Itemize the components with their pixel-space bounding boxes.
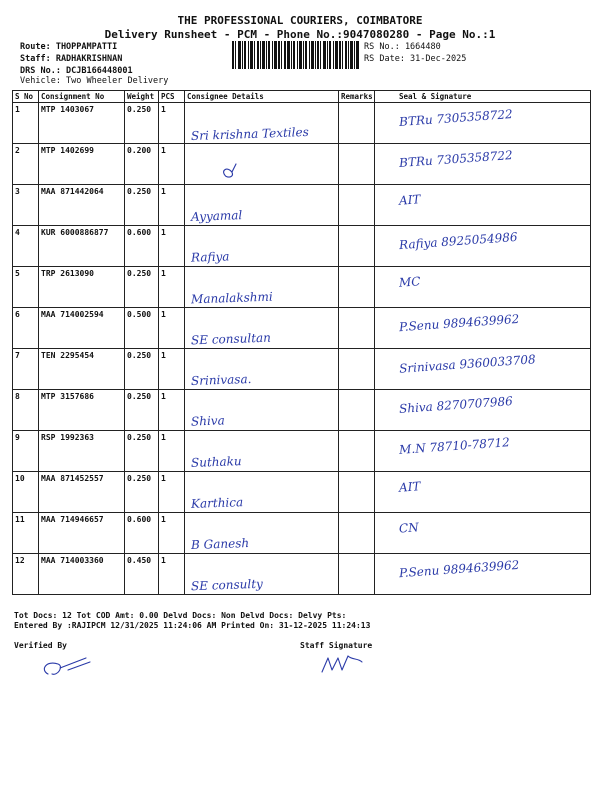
remarks-cell — [339, 554, 375, 595]
seal-signature-cell — [375, 103, 591, 144]
entered-by-line: Entered By :RAJIPCM 12/31/2025 11:24:06 AM Printed On: 31-12-2025 11:24:13 — [14, 621, 371, 630]
consignment-cell: MAA 871452557 — [39, 472, 125, 513]
consignment-cell: TRP 2613090 — [39, 267, 125, 308]
column-header: S No — [13, 91, 39, 103]
totals-line: Tot Docs: 12 Tot COD Amt: 0.00 Delvd Docs: Non Delvd Docs: Delvy Pts: — [14, 611, 347, 620]
consignment-cell: MAA 714946657 — [39, 513, 125, 554]
sno-cell: 3 — [13, 185, 39, 226]
pcs-cell: 1 — [159, 431, 185, 472]
consignee-handwriting: Ayyamal — [190, 208, 243, 224]
consignment-cell: MTP 1403067 — [39, 103, 125, 144]
seal-signature-cell — [375, 267, 591, 308]
table-row — [13, 308, 591, 349]
column-header: Consignment No — [39, 91, 125, 103]
table-row — [13, 513, 591, 554]
remarks-cell — [339, 267, 375, 308]
consignment-cell: MAA 714003360 — [39, 554, 125, 595]
signature-handwriting: MC — [398, 274, 421, 290]
consignment-cell: TEN 2295454 — [39, 349, 125, 390]
consignee-handwriting: SE consulty — [190, 576, 264, 594]
seal-signature-cell — [375, 185, 591, 226]
weight-cell: 0.500 — [125, 308, 159, 349]
weight-cell: 0.250 — [125, 390, 159, 431]
runsheet-table — [12, 90, 591, 595]
table-row — [13, 185, 591, 226]
consignee-handwriting: SE consultan — [190, 330, 272, 348]
scribble-icon — [185, 144, 338, 184]
sno-cell: 2 — [13, 144, 39, 185]
route-label: Route: THOPPAMPATTI — [20, 42, 118, 52]
signature-handwriting: P.Senu 9894639962 — [398, 311, 520, 335]
consignee-cell — [185, 226, 339, 267]
pcs-cell: 1 — [159, 513, 185, 554]
table-row — [13, 226, 591, 267]
sno-cell: 6 — [13, 308, 39, 349]
consignee-cell — [185, 513, 339, 554]
signature-handwriting: BTRu 7305358722 — [398, 107, 514, 129]
column-header: Remarks — [339, 91, 375, 103]
seal-signature-cell — [375, 472, 591, 513]
remarks-cell — [339, 308, 375, 349]
staff-label: Staff: RADHAKRISHNAN — [20, 54, 123, 64]
pcs-cell: 1 — [159, 267, 185, 308]
weight-cell: 0.250 — [125, 185, 159, 226]
signature-handwriting: Srinivasa 9360033708 — [398, 352, 537, 376]
company-title: THE PROFESSIONAL COURIERS, COIMBATORE — [177, 14, 423, 27]
signature-handwriting: AIT — [398, 192, 421, 208]
seal-signature-cell — [375, 144, 591, 185]
signature-handwriting: P.Senu 9894639962 — [398, 557, 520, 581]
consignee-cell — [185, 472, 339, 513]
verified-by-label: Verified By — [14, 641, 67, 650]
remarks-cell — [339, 513, 375, 554]
sno-cell: 12 — [13, 554, 39, 595]
consignee-handwriting: Sri krishna Textiles — [190, 124, 309, 144]
runsheet-subtitle: Delivery Runsheet - PCM - Phone No.:9047080280 - Page No.:1 — [104, 28, 496, 41]
sno-cell: 5 — [13, 267, 39, 308]
consignee-cell — [185, 144, 339, 185]
pcs-cell: 1 — [159, 472, 185, 513]
sno-cell: 7 — [13, 349, 39, 390]
sno-cell: 11 — [13, 513, 39, 554]
remarks-cell — [339, 144, 375, 185]
consignee-cell — [185, 554, 339, 595]
weight-cell: 0.200 — [125, 144, 159, 185]
signature-handwriting: BTRu 7305358722 — [398, 148, 514, 170]
table-row — [13, 144, 591, 185]
column-header: PCS — [159, 91, 185, 103]
pcs-cell: 1 — [159, 349, 185, 390]
table-row — [13, 390, 591, 431]
remarks-cell — [339, 349, 375, 390]
consignee-cell — [185, 103, 339, 144]
remarks-cell — [339, 185, 375, 226]
weight-cell: 0.450 — [125, 554, 159, 595]
remarks-cell — [339, 431, 375, 472]
staff-signature-icon — [318, 650, 368, 678]
signature-handwriting: M.N 78710-78712 — [398, 435, 511, 457]
table-row — [13, 554, 591, 595]
seal-signature-cell — [375, 349, 591, 390]
pcs-cell: 1 — [159, 390, 185, 431]
consignee-cell — [185, 308, 339, 349]
remarks-cell — [339, 472, 375, 513]
consignee-handwriting: Karthica — [190, 495, 244, 511]
consignee-handwriting: Rafiya — [190, 249, 230, 265]
weight-cell: 0.600 — [125, 226, 159, 267]
seal-signature-cell — [375, 308, 591, 349]
consignment-cell: RSP 1992363 — [39, 431, 125, 472]
pcs-cell: 1 — [159, 103, 185, 144]
seal-signature-cell — [375, 513, 591, 554]
table-row — [13, 431, 591, 472]
consignment-cell: MAA 714002594 — [39, 308, 125, 349]
remarks-cell — [339, 390, 375, 431]
signature-handwriting: Shiva 8270707986 — [398, 394, 514, 416]
signature-handwriting: CN — [398, 520, 420, 536]
table-header-row — [13, 91, 591, 103]
seal-signature-cell — [375, 554, 591, 595]
column-header: Weight — [125, 91, 159, 103]
weight-cell: 0.250 — [125, 267, 159, 308]
signature-handwriting: Rafiya 8925054986 — [398, 229, 518, 253]
weight-cell: 0.250 — [125, 472, 159, 513]
sno-cell: 1 — [13, 103, 39, 144]
consignee-handwriting: Suthaku — [190, 454, 242, 470]
remarks-cell — [339, 103, 375, 144]
signature-handwriting: AIT — [398, 479, 421, 495]
consignee-cell — [185, 390, 339, 431]
consignment-cell: MTP 1402699 — [39, 144, 125, 185]
sno-cell: 10 — [13, 472, 39, 513]
seal-signature-cell — [375, 390, 591, 431]
rs-date-label: RS Date: 31-Dec-2025 — [364, 54, 467, 64]
consignee-cell — [185, 185, 339, 226]
rs-no-label: RS No.: 1664480 — [364, 42, 441, 52]
consignee-handwriting: B Ganesh — [190, 535, 250, 553]
consignee-cell — [185, 349, 339, 390]
drs-label: DRS No.: DCJB166448001 — [20, 66, 133, 76]
pcs-cell: 1 — [159, 554, 185, 595]
table-row — [13, 349, 591, 390]
table-row — [13, 267, 591, 308]
column-header: Seal & Signature — [375, 91, 591, 103]
consignment-cell: MTP 3157686 — [39, 390, 125, 431]
remarks-cell — [339, 226, 375, 267]
pcs-cell: 1 — [159, 185, 185, 226]
consignee-handwriting: Manalakshmi — [190, 289, 273, 307]
weight-cell: 0.250 — [125, 349, 159, 390]
weight-cell: 0.600 — [125, 513, 159, 554]
pcs-cell: 1 — [159, 226, 185, 267]
sno-cell: 8 — [13, 390, 39, 431]
pcs-cell: 1 — [159, 308, 185, 349]
sno-cell: 9 — [13, 431, 39, 472]
staff-signature-label: Staff Signature — [300, 641, 373, 650]
pcs-cell: 1 — [159, 144, 185, 185]
verifier-signature-icon — [38, 652, 98, 680]
table-row — [13, 472, 591, 513]
consignee-handwriting: Shiva — [190, 413, 225, 429]
seal-signature-cell — [375, 431, 591, 472]
vehicle-label: Vehicle: Two Wheeler Delivery — [20, 76, 169, 86]
consignment-cell: MAA 871442064 — [39, 185, 125, 226]
sno-cell: 4 — [13, 226, 39, 267]
weight-cell: 0.250 — [125, 103, 159, 144]
column-header: Consignee Details — [185, 91, 339, 103]
consignee-cell — [185, 431, 339, 472]
barcode-icon — [232, 41, 359, 69]
table-row — [13, 103, 591, 144]
consignee-cell — [185, 267, 339, 308]
weight-cell: 0.250 — [125, 431, 159, 472]
consignment-cell: KUR 6000886877 — [39, 226, 125, 267]
consignee-handwriting: Srinivasa. — [190, 371, 252, 389]
seal-signature-cell — [375, 226, 591, 267]
